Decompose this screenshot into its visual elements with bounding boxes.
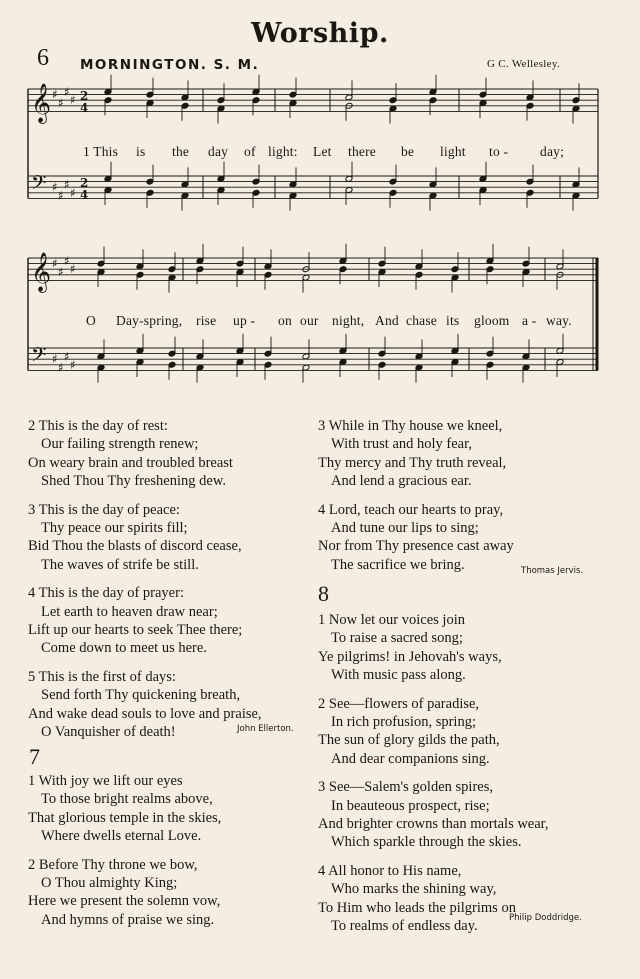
lyric-syllable: Let (313, 144, 332, 159)
verse-line: And hymns of praise we sing. (41, 911, 215, 928)
hymn6-stanzas (28, 417, 262, 742)
verse-line: 2 This is the day of rest: (28, 418, 168, 434)
verse-line: Send forth Thy quickening breath, (41, 687, 241, 704)
lyric-syllable: night, (332, 313, 365, 328)
hymn-number-8: 8 (318, 581, 329, 606)
hymn6-right-stanzas (318, 417, 514, 574)
time-signature-numerator: 2 (80, 89, 89, 103)
verse-line: Where dwells eternal Love. (41, 828, 202, 845)
verse-line: Lift up our hearts to seek Thee there; (28, 622, 243, 639)
music-score (0, 0, 640, 400)
sharp-icon: ♯ (52, 87, 58, 102)
stanza (318, 501, 514, 575)
verse-line: Our failing strength renew; (41, 436, 199, 453)
verse-line: O Thou almighty King; (41, 875, 178, 892)
lyric-syllable: there (348, 144, 376, 159)
verse-line: In rich profusion, spring; (331, 714, 476, 731)
sharp-icon: ♯ (52, 256, 58, 271)
verse-line: On weary brain and troubled breast (28, 454, 233, 471)
lyric-syllable: day (208, 144, 229, 159)
lyric-syllable: chase (406, 313, 437, 328)
lyric-syllable: rise (196, 313, 217, 328)
lyric-syllable: And (375, 313, 399, 328)
sharp-icon: ♯ (52, 352, 58, 367)
sharp-icon: ♯ (64, 84, 70, 99)
sharp-icon: ♯ (64, 253, 70, 268)
stanza (318, 862, 549, 936)
verse-line: 4 Lord, teach our hearts to pray, (318, 501, 504, 518)
sharp-icon: ♯ (70, 262, 76, 277)
time-signature-denominator: 4 (80, 101, 89, 115)
verse-line: The sacrifice we bring. (331, 556, 465, 573)
sharp-icon: ♯ (70, 357, 76, 372)
lyric-syllable: is (136, 144, 146, 159)
tune-name: MORNINGTON. S. M. (80, 57, 260, 73)
lyric-syllable: its (446, 313, 460, 328)
verse-line: Nor from Thy presence cast away (318, 538, 514, 555)
lyric-syllable: gloom (474, 313, 510, 328)
stanza (318, 778, 549, 852)
hymn-number-7: 7 (29, 744, 40, 769)
verse-line: To realms of endless day. (331, 918, 478, 935)
author-ellerton: John Ellerton. (237, 724, 294, 734)
treble-clef-icon: 𝄞 (31, 252, 52, 292)
lyric-syllable: the (172, 144, 190, 159)
treble-clef-icon: 𝄞 (31, 83, 52, 123)
hymn7-stanzas (28, 772, 221, 929)
sharp-icon: ♯ (58, 360, 64, 375)
verse-line: In beauteous prospect, rise; (331, 797, 490, 814)
lyric-syllable: be (401, 144, 415, 159)
verse-line: 1 With joy we lift our eyes (28, 773, 183, 789)
sharp-icon: ♯ (64, 349, 70, 364)
verse-line: Bid Thou the blasts of discord cease, (28, 538, 242, 555)
verse-line: And tune our lips to sing; (331, 520, 479, 537)
verse-line: Thy peace our spirits fill; (41, 520, 188, 537)
bass-clef-icon: 𝄢 (31, 343, 47, 371)
stanza (28, 501, 262, 575)
stanza (318, 695, 549, 769)
time-signature-numerator: 2 (80, 176, 89, 190)
hymn8-stanzas (318, 611, 549, 936)
sharp-icon: ♯ (52, 180, 58, 195)
verse-line: Here we present the solemn vow, (28, 893, 221, 910)
verse-line: With trust and holy fear, (331, 436, 472, 453)
stanza (28, 668, 262, 742)
lyric-syllable: to - (489, 144, 509, 159)
sharp-icon: ♯ (64, 177, 70, 192)
verse-line: Let earth to heaven draw near; (41, 603, 218, 620)
lyric-syllable: up - (233, 313, 256, 328)
lyric-syllable: our (300, 313, 319, 328)
lyric-syllable: way. (546, 313, 572, 328)
verse-line: And lend a gracious ear. (331, 473, 472, 490)
author-doddridge: Philip Doddridge. (509, 913, 582, 923)
verse-line: 5 This is the first of days: (28, 668, 176, 685)
lyric-syllable: day; (540, 144, 565, 159)
verse-line: And dear companions sing. (331, 750, 490, 767)
hymn-number-6: 6 (37, 45, 49, 71)
verse-line: 3 See—Salem's golden spires, (318, 779, 493, 796)
verse-line: Which sparkle through the skies. (331, 834, 522, 851)
verse-line: Who marks the shining way, (331, 881, 497, 898)
bass-clef-icon: 𝄢 (31, 171, 47, 199)
verse-line: O Vanquisher of death! (41, 724, 176, 741)
lyric-syllable: Day-spring, (116, 313, 183, 328)
stanza (318, 611, 549, 685)
verse-line: Shed Thou Thy freshening dew. (41, 473, 226, 490)
lyric-syllable: O (86, 313, 96, 328)
verse-line: 1 Now let our voices join (318, 612, 465, 628)
verse-line: To raise a sacred song; (331, 630, 463, 647)
stanza (28, 584, 262, 658)
stanza (28, 772, 221, 846)
lyric-syllable: a - (522, 313, 537, 328)
lyric-syllable: light (440, 144, 466, 159)
page-title: Worship. (251, 18, 389, 49)
verse-line: And wake dead souls to love and praise, (28, 705, 262, 722)
verse-line: To Him who leads the pilgrims on (318, 899, 516, 916)
lyric-syllable: of (244, 144, 256, 159)
lyric-syllable: light: (268, 144, 298, 159)
verse-line: 4 All honor to His name, (318, 862, 462, 879)
sharp-icon: ♯ (70, 93, 76, 108)
composer-name: G C. Wellesley. (487, 58, 560, 70)
stanza (318, 417, 514, 491)
stanza (28, 856, 221, 930)
verse-line: Thy mercy and Thy truth reveal, (318, 454, 507, 471)
lyric-syllable: on (278, 313, 292, 328)
sharp-icon: ♯ (70, 185, 76, 200)
verse-line: To those bright realms above, (41, 791, 213, 808)
verse-line: 2 Before Thy throne we bow, (28, 856, 198, 873)
verse-line: 4 This is the day of prayer: (28, 585, 184, 602)
verse-line: 3 This is the day of peace: (28, 501, 180, 518)
stanza (28, 417, 262, 491)
verse-line: Ye pilgrims! in Jehovah's ways, (318, 648, 502, 665)
sharp-icon: ♯ (58, 96, 64, 110)
lyric-syllable: 1 This (83, 144, 119, 159)
verse-line: With music pass along. (331, 667, 466, 684)
verse-line: 3 While in Thy house we kneel, (318, 418, 503, 434)
verse-line: The sun of glory gilds the path, (318, 732, 500, 749)
verse-line: The waves of strife be still. (41, 556, 199, 573)
sharp-icon: ♯ (58, 265, 64, 279)
sharp-icon: ♯ (58, 188, 64, 203)
verse-line: Come down to meet us here. (41, 640, 207, 657)
author-jervis: Thomas Jervis. (521, 566, 584, 576)
verse-line: That glorious temple in the skies, (28, 809, 222, 826)
time-signature-denominator: 4 (80, 188, 89, 202)
verse-line: And brighter crowns than mortals wear, (318, 816, 549, 833)
verse-line: 2 See—flowers of paradise, (318, 695, 480, 712)
